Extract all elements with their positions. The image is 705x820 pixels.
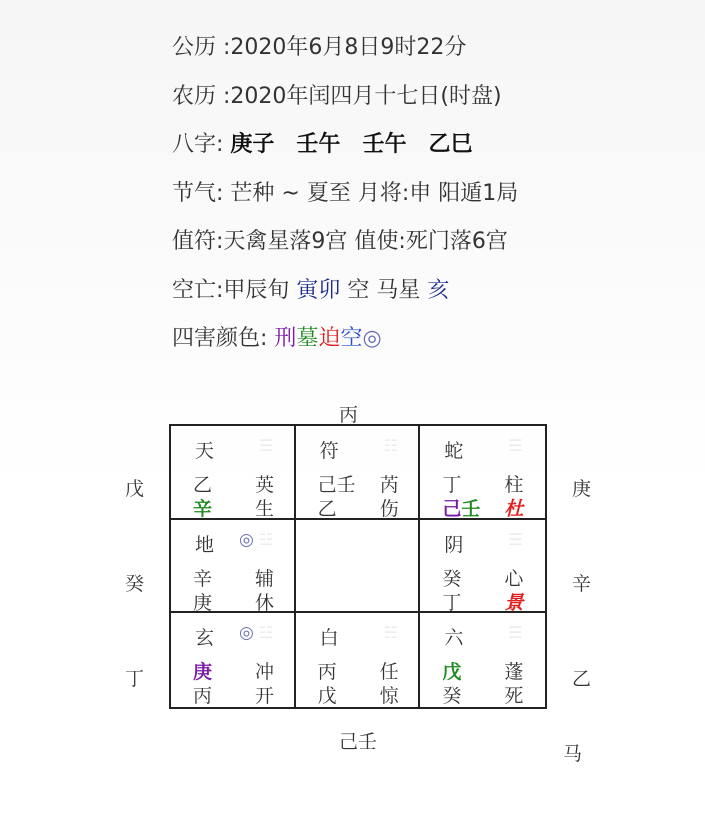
palace-tian-stem: 丙 — [317, 661, 337, 684]
palace-star: 任 — [379, 661, 399, 684]
outer-left-3: 丁 — [125, 668, 145, 690]
palace-di-stem: 丙 — [193, 685, 213, 708]
outer-right-2: 辛 — [572, 573, 592, 595]
jieqi-line: 节气: 芒种 ~ 夏至 月将:申 阳遁1局 — [172, 180, 519, 206]
palace-tian-stem: 辛 — [193, 567, 213, 590]
bazi-hour: 乙巳 — [428, 132, 473, 157]
bazi-line — [172, 127, 518, 176]
palace-star: 芮 — [379, 474, 399, 496]
sihai-kong: 空 — [340, 326, 363, 351]
palace-6 — [420, 613, 545, 707]
palace-tian-stem: 乙 — [193, 474, 213, 496]
outer-bottom: 己壬 — [339, 731, 378, 753]
palace-god: 蛇 — [444, 440, 464, 462]
palace-star: 蓬 — [504, 661, 524, 684]
palace-di-stem: 乙 — [317, 498, 337, 520]
kongwang-line — [172, 273, 518, 322]
trigram-icon: ☰ — [259, 436, 274, 455]
palace-tian-stem: 戊 — [442, 661, 462, 684]
palace-god: 地 — [195, 533, 215, 556]
palace-door: 死 — [504, 685, 524, 708]
trigram-icon: ☰ — [508, 436, 523, 455]
palace-door: 生 — [255, 498, 275, 520]
palace-di-stem: 辛 — [193, 498, 213, 520]
palace-di-stem-2: 壬 — [461, 498, 481, 520]
palace-7 — [420, 520, 545, 614]
palace-star: 冲 — [255, 661, 275, 684]
palace-3 — [171, 520, 296, 614]
kongwang-value: 寅卯 — [296, 277, 341, 303]
gongli-line: 公历 :2020年6月8日9时22分 — [172, 35, 467, 60]
palace-door: 开 — [255, 685, 275, 708]
palace-star: 辅 — [255, 567, 275, 590]
kong-mark-icon: ◎ — [239, 623, 254, 644]
ma-marker: 马 — [563, 743, 583, 765]
bazi-year: 庚子 — [230, 132, 275, 157]
trigram-icon: ☵ — [383, 623, 398, 643]
bazi-day: 壬午 — [362, 132, 407, 157]
palace-god: 六 — [444, 627, 464, 650]
trigram-icon: ☳ — [259, 529, 274, 549]
palace-9 — [296, 426, 421, 520]
palace-di-stem: 戊 — [317, 685, 337, 708]
maxing-value: 亥 — [427, 277, 450, 303]
sihai-mu: 墓 — [296, 326, 319, 351]
trigram-icon: ☳ — [259, 623, 274, 643]
kong-mark-icon: ◎ — [239, 529, 254, 550]
trigram-icon: ☷ — [383, 436, 398, 455]
palace-tian-stem: 丁 — [442, 474, 462, 496]
bazi-month: 壬午 — [296, 132, 341, 157]
palace-di-stem — [442, 494, 480, 521]
palace-di-stem: 丁 — [442, 591, 462, 614]
palace-2 — [420, 426, 545, 520]
palace-god: 符 — [319, 440, 339, 462]
sihai-xing: 刑 — [274, 326, 297, 351]
kong-mark-icon: ◎ — [362, 326, 382, 351]
outer-right-1: 庚 — [572, 478, 592, 500]
outer-left-2: 癸 — [125, 573, 145, 595]
palace-star: 柱 — [504, 474, 524, 496]
palace-door: 杜 — [504, 498, 524, 520]
nongli-line: 农历 :2020年闰四月十七日(时盘) — [172, 83, 502, 109]
palace-di-stem-1: 己 — [442, 498, 462, 520]
trigram-icon: ☰ — [508, 623, 523, 643]
outer-right-3: 乙 — [572, 668, 592, 690]
palace-tian-stem: 庚 — [193, 661, 213, 684]
palace-1 — [296, 613, 421, 707]
qimen-grid — [169, 424, 547, 709]
palace-4 — [171, 426, 296, 520]
kongwang-mid: 空 马星 — [340, 277, 428, 303]
sihai-line — [172, 321, 518, 370]
zhifu-line: 值符:天禽星落9宫 值使:死门落6宫 — [172, 229, 508, 254]
palace-star: 英 — [255, 474, 275, 496]
palace-god: 阴 — [444, 533, 464, 556]
palace-door: 休 — [255, 591, 275, 614]
outer-left-1: 戊 — [125, 478, 145, 500]
palace-tian-stem: 己壬 — [317, 474, 356, 496]
chart-info — [172, 30, 518, 370]
trigram-icon: ☰ — [508, 529, 523, 549]
palace-star: 心 — [504, 567, 524, 590]
kongwang-label: 空亡:甲辰旬 — [172, 277, 297, 303]
palace-god: 白 — [319, 627, 339, 650]
palace-door: 景 — [504, 591, 524, 614]
bazi-label: 八字: — [172, 132, 231, 157]
palace-di-stem: 癸 — [442, 685, 462, 708]
palace-door: 伤 — [379, 498, 399, 520]
palace-god: 天 — [195, 440, 215, 462]
palace-5 — [296, 520, 421, 614]
palace-god: 玄 — [195, 627, 215, 650]
outer-top: 丙 — [339, 404, 359, 426]
palace-door: 惊 — [379, 685, 399, 708]
palace-di-stem: 庚 — [193, 591, 213, 614]
sihai-po: 迫 — [318, 326, 341, 351]
sihai-label: 四害颜色: — [172, 326, 275, 351]
palace-8 — [171, 613, 296, 707]
palace-tian-stem: 癸 — [442, 567, 462, 590]
